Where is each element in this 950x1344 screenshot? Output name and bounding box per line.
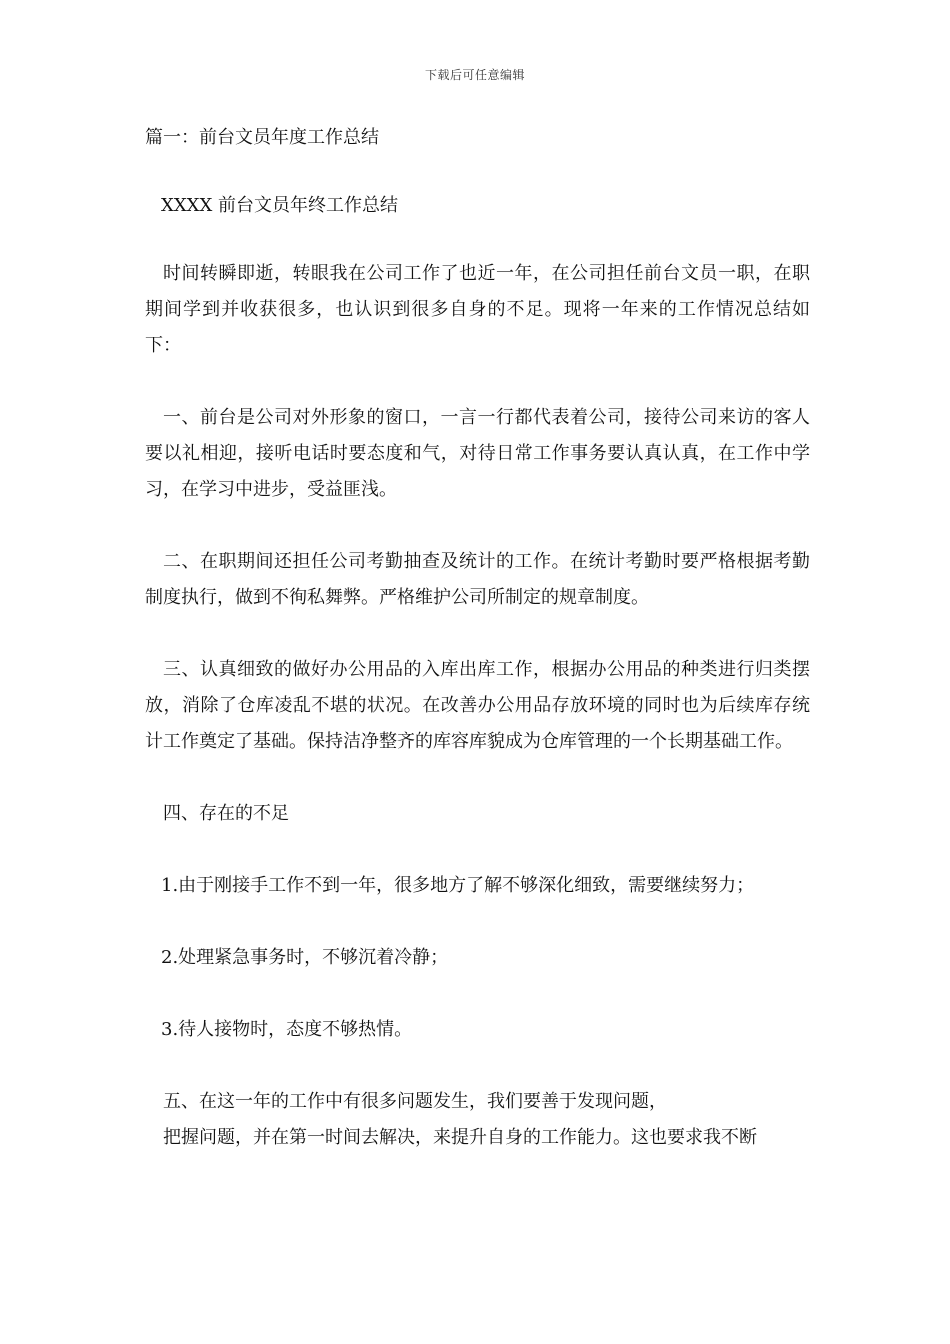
- shortcoming-item-3: 3.待人接物时，态度不够热情。: [161, 1019, 413, 1040]
- shortcoming-item-2: 2.处理紧急事务时，不够沉着冷静；: [161, 947, 449, 968]
- document-body: [145, 120, 810, 1156]
- header-note: 下载后可任意编辑: [424, 68, 525, 82]
- section-3-paragraph: 三、认真细致的做好办公用品的入库出库工作，根据办公用品的种类进行归类摆放，消除了仓库凌乱不堪的状况。在改善办公用品存放环境的同时也为后续库存统计工作奠定了基础。保持洁净整齐的库容库貌成为仓库管理的一个长期基础工作。: [145, 659, 810, 752]
- section-2-paragraph: 二、在职期间还担任公司考勤抽查及统计的工作。在统计考勤时要严格根据考勤制度执行，做到不徇私舞弊。严格维护公司所制定的规章制度。: [145, 551, 810, 608]
- intro-paragraph: 时间转瞬即逝，转眼我在公司工作了也近一年，在公司担任前台文员一职，在职期间学到并收获很多，也认识到很多自身的不足。现将一年来的工作情况总结如下：: [145, 263, 810, 356]
- document-title: 篇一：前台文员年度工作总结: [145, 127, 379, 148]
- document-subtitle: XXXX 前台文员年终工作总结: [161, 195, 398, 216]
- section-1-paragraph: 一、前台是公司对外形象的窗口，一言一行都代表着公司，接待公司来访的客人要以礼相迎，接听电话时要态度和气，对待日常工作事务要认真认真，在工作中学习，在学习中进步，受益匪浅。: [145, 407, 810, 500]
- section-5-line-1: 五、在这一年的工作中有很多问题发生，我们要善于发现问题，: [163, 1091, 667, 1112]
- section-4-heading: 四、存在的不足: [163, 803, 289, 824]
- section-5-line-2: 把握问题，并在第一时间去解决，来提升自身的工作能力。这也要求我不断: [163, 1127, 757, 1148]
- shortcoming-item-1: 1.由于刚接手工作不到一年，很多地方了解不够深化细致，需要继续努力；: [161, 875, 755, 896]
